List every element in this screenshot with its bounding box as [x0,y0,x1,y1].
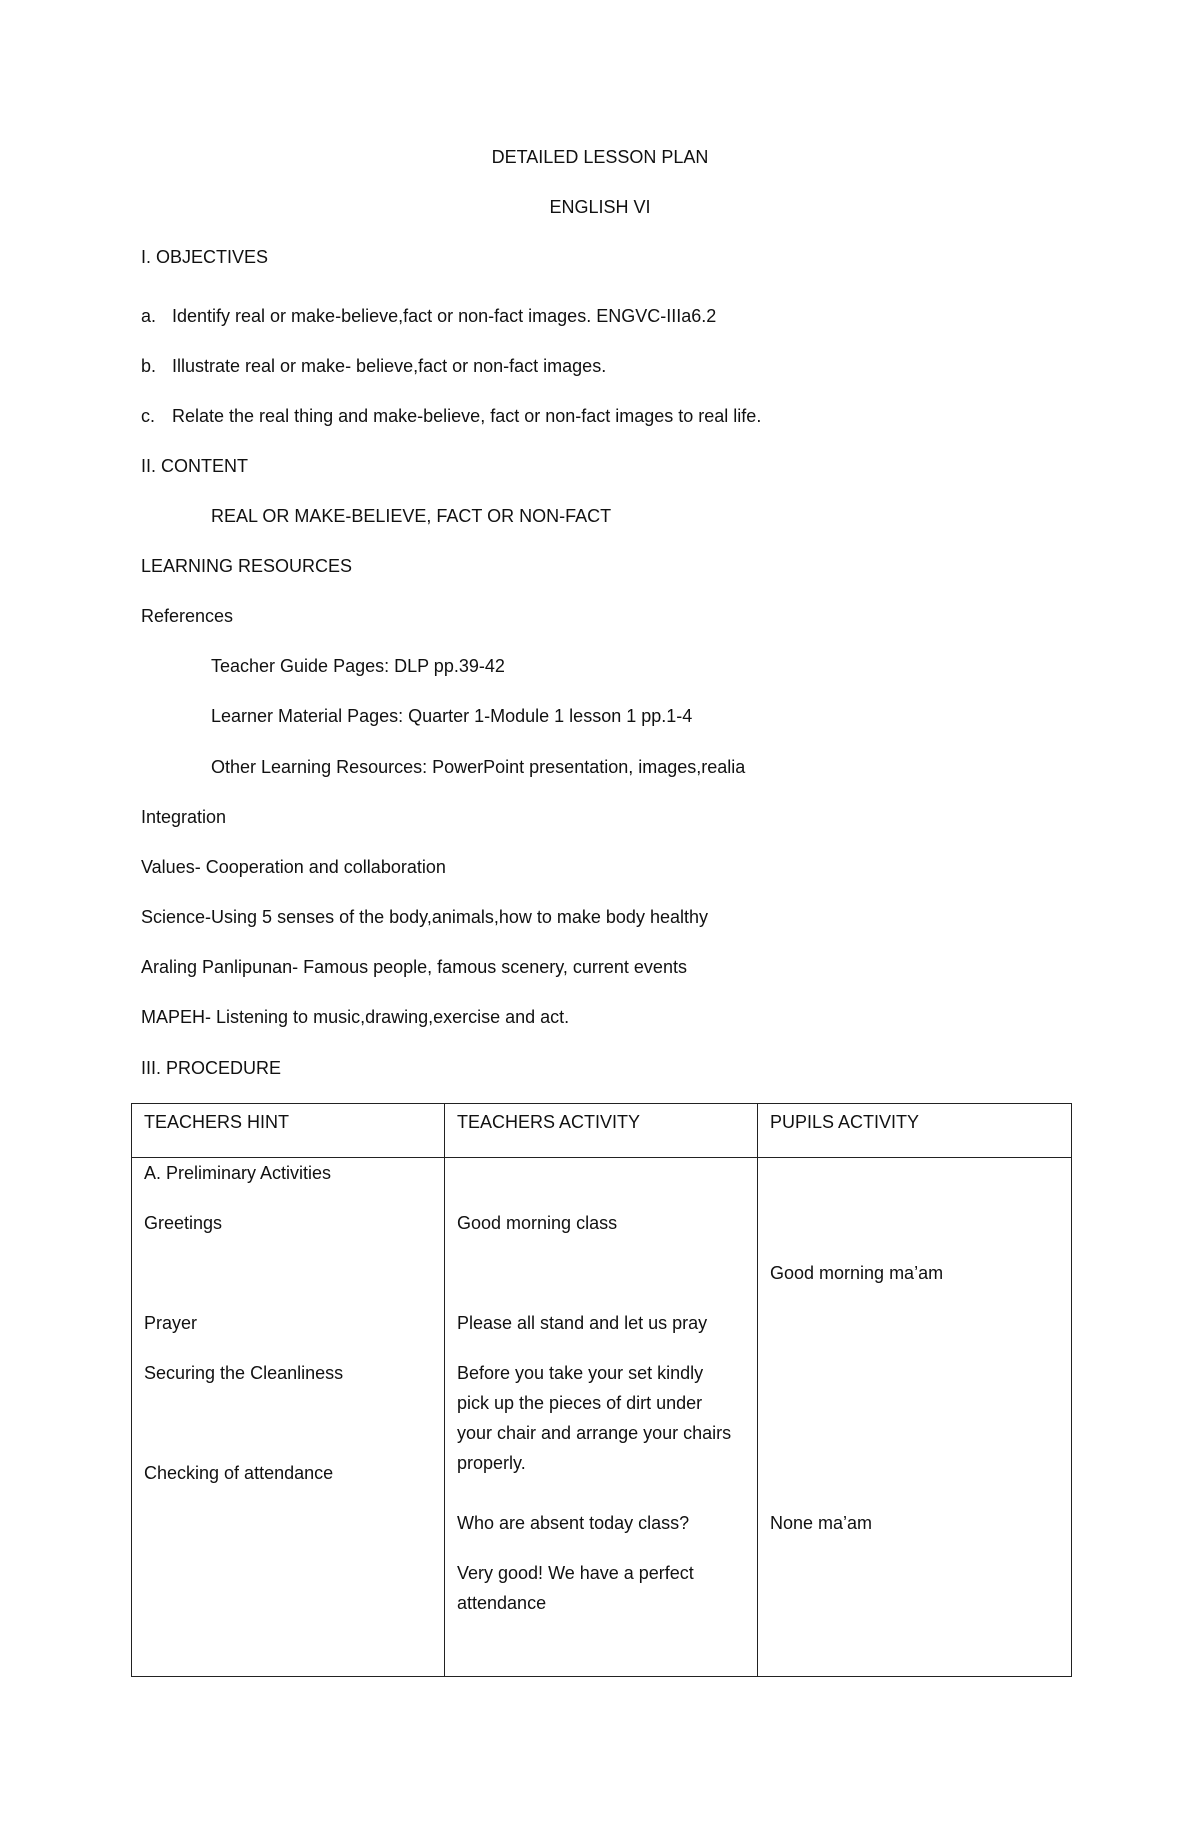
integration-science: Science-Using 5 senses of the body,animals,how to make body healthy [141,907,708,927]
objective-text: Identify real or make-believe,fact or non-fact images. ENGVC-IIIa6.2 [172,306,717,326]
integration-values: Values- Cooperation and collaboration [141,857,446,877]
integration-ap: Araling Panlipunan- Famous people, famous scenery, current events [141,957,687,977]
hint-cell [132,1158,445,1677]
procedure-heading: III. PROCEDURE [141,1058,282,1078]
table-row [132,1158,1072,1677]
content-topic: REAL OR MAKE-BELIEVE, FACT OR NON-FACT [211,506,612,526]
objectives-heading: I. OBJECTIVES [141,247,269,267]
hint-cleanliness: Securing the Cleanliness [144,1363,344,1383]
teacher-activity-cell [445,1158,758,1677]
teacher-prayer: Please all stand and let us pray [457,1313,708,1333]
teacher-greeting: Good morning class [457,1213,618,1233]
objective-item [141,355,606,377]
other-resources: Other Learning Resources: PowerPoint presentation, images,realia [211,757,746,777]
subject-title: ENGLISH VI [549,197,651,217]
column-header-teacher: TEACHERS ACTIVITY [445,1104,758,1158]
hint-preliminary: A. Preliminary Activities [144,1163,332,1183]
integration-heading: Integration [141,807,227,827]
pupils-none: None ma’am [770,1513,873,1533]
references-label: References [141,606,234,626]
procedure-table [131,1103,1072,1677]
table-header-row [132,1104,1072,1158]
objective-item [141,405,761,427]
objective-marker: b. [141,356,157,376]
teacher-perfect-attendance: Very good! We have a perfect attendance [457,1563,694,1613]
objective-marker: a. [141,306,157,326]
hint-attendance: Checking of attendance [144,1463,334,1483]
integration-mapeh: MAPEH- Listening to music,drawing,exercise and act. [141,1007,570,1027]
pupils-greeting: Good morning ma’am [770,1263,944,1283]
content-heading: II. CONTENT [141,456,248,476]
teacher-absent-question: Who are absent today class? [457,1513,690,1533]
objective-text: Illustrate real or make- believe,fact or non-fact images. [172,356,607,376]
teacher-guide: Teacher Guide Pages: DLP pp.39-42 [211,656,505,676]
teacher-cleanliness: Before you take your set kindly pick up the pieces of dirt under your chair and arrange your chairs properly. [457,1363,732,1473]
document-title: DETAILED LESSON PLAN [491,147,709,167]
objective-marker: c. [141,406,156,426]
objective-text: Relate the real thing and make-believe, fact or non-fact images to real life. [172,406,762,426]
hint-greetings: Greetings [144,1213,223,1233]
column-header-pupils: PUPILS ACTIVITY [758,1104,1072,1158]
pupils-activity-cell [758,1158,1072,1677]
learner-material: Learner Material Pages: Quarter 1-Module 1 lesson 1 pp.1-4 [211,706,693,726]
hint-prayer: Prayer [144,1313,198,1333]
objective-item [141,305,716,327]
resources-heading: LEARNING RESOURCES [141,556,353,576]
column-header-hint: TEACHERS HINT [132,1104,445,1158]
